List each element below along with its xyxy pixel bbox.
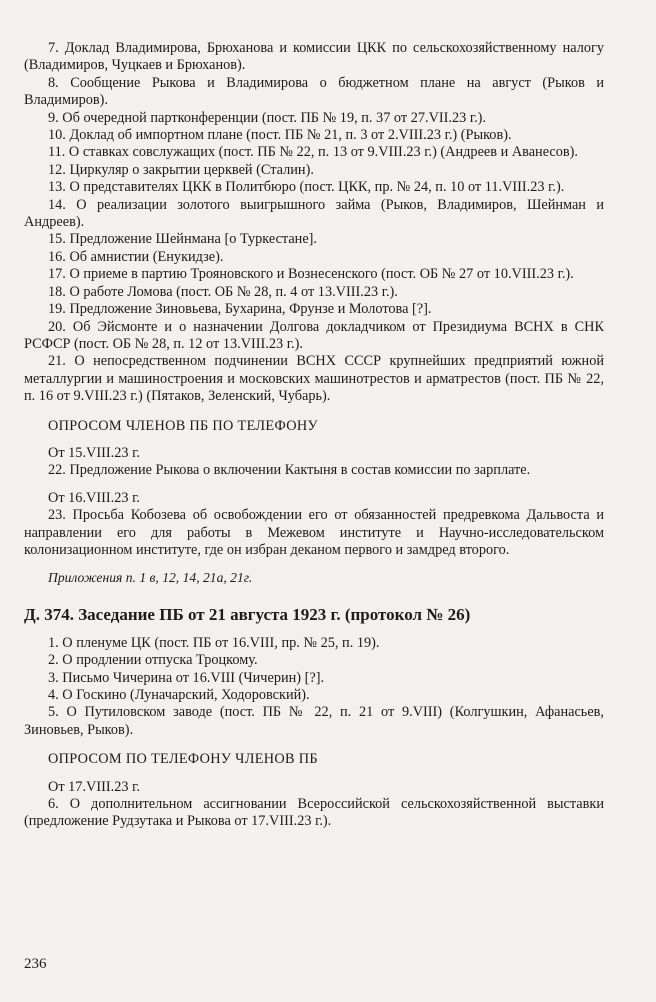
agenda-item-19: 19. Предложение Зиновьева, Бухарина, Фрунзе и Молотова [?]. xyxy=(48,301,432,318)
agenda-item-16: 16. Об амнистии (Енукидзе). xyxy=(48,248,224,265)
poll-section-heading: ОПРОСОМ ПО ТЕЛЕФОНУ ЧЛЕНОВ ПБ xyxy=(48,751,318,768)
agenda-item-1: 1. О пленуме ЦК (пост. ПБ от 16.VIII, пр. № 25, п. 19). xyxy=(48,634,380,651)
agenda-item-3: 3. Письмо Чичерина от 16.VIII (Чичерин) [?]. xyxy=(48,669,325,686)
appendix-note: Приложения п. 1 в, 12, 14, 21а, 21г. xyxy=(48,570,253,586)
poll-date: От 16.VIII.23 г. xyxy=(48,489,140,506)
agenda-list-bottom xyxy=(24,635,604,739)
agenda-item-14: 14. О реализации золотого выигрышного займа (Рыков, Владимиров, Шейнман и Андреев). xyxy=(24,196,604,231)
agenda-item-17: 17. О приеме в партию Трояновского и Вознесенского (пост. ОБ № 27 от 10.VIII.23 г.). xyxy=(48,266,574,283)
agenda-item-8: 8. Сообщение Рыкова и Владимирова о бюджетном плане на август (Рыков и Владимиров). xyxy=(24,74,604,109)
agenda-item-11: 11. О ставках совслужащих (пост. ПБ № 22, п. 13 от 9.VIII.23 г.) (Андреев и Аванесов). xyxy=(48,144,578,161)
agenda-item-23: 23. Просьба Кобозева об освобождении его от обязанностей предревкома Дальвоста и направлении его для работы в Межевом институте и Научно-исследовательском колонизационном институте, где он избран деканом первого и замдред второго. xyxy=(24,507,604,558)
agenda-item-13: 13. О представителях ЦКК в Политбюро (пост. ЦКК, пр. № 24, п. 10 от 11.VIII.23 г.). xyxy=(48,179,565,196)
poll-section-heading: ОПРОСОМ ЧЛЕНОВ ПБ ПО ТЕЛЕФОНУ xyxy=(48,417,318,434)
agenda-item-15: 15. Предложение Шейнмана [о Туркестане]. xyxy=(48,231,318,248)
agenda-item-5: 5. О Путиловском заводе (пост. ПБ № 22, п. 21 от 9.VIII) (Колгушкин, Афанасьев, Зиновьев, Рыков). xyxy=(24,704,604,738)
poll-date: От 15.VIII.23 г. xyxy=(48,444,140,461)
agenda-item-9: 9. Об очередной партконференции (пост. ПБ № 19, п. 37 от 27.VII.23 г.). xyxy=(48,109,487,126)
agenda-item-18: 18. О работе Ломова (пост. ОБ № 28, п. 4 от 13.VIII.23 г.). xyxy=(48,283,398,300)
agenda-item-12: 12. Циркуляр о закрытии церквей (Сталин). xyxy=(48,161,314,178)
page-number: 236 xyxy=(24,956,47,972)
agenda-item-6: 6. О дополнительном ассигновании Всероссийской сельскохозяйственной выставки (предложение Рудзутака и Рыкова от 17.VIII.23 г.). xyxy=(24,796,604,830)
agenda-item-4: 4. О Госкино (Луначарский, Ходоровский). xyxy=(48,687,310,703)
agenda-item-20: 20. Об Эйсмонте и о назначении Долгова докладчиком от Президиума ВСНХ в СНК РСФСР (пост. ОБ № 28, п. 12 от 13.VIII.23 г.). xyxy=(24,318,604,352)
agenda-item-2: 2. О продлении отпуска Троцкому. xyxy=(48,652,258,669)
agenda-item-21: 21. О непосредственном подчинении ВСНХ СССР крупнейших предприятий южной металлургии и машиностроения и московских машинотрестов и арматрестов (пост. ПБ № 22, п. 16 от 9.VIII.23 г.) (Пятаков, Зеленский, Чубарь). xyxy=(24,353,604,405)
agenda-item-10: 10. Доклад об импортном плане (пост. ПБ № 21, п. 3 от 2.VIII.23 г.) (Рыков). xyxy=(48,127,512,144)
agenda-list-top xyxy=(24,40,604,406)
poll-date: От 17.VIII.23 г. xyxy=(48,778,140,795)
agenda-item-7: 7. Доклад Владимирова, Брюханова и комиссии ЦКК по сельскохозяйственному налогу (Владимиров, Чуцкаев и Брюханов). xyxy=(24,40,604,74)
document-heading: Д. 374. Заседание ПБ от 21 августа 1923 г. (протокол № 26) xyxy=(24,604,471,624)
page-content xyxy=(24,40,604,831)
agenda-item-22: 22. Предложение Рыкова о включении Кактыня в состав комиссии по зарплате. xyxy=(48,462,531,479)
